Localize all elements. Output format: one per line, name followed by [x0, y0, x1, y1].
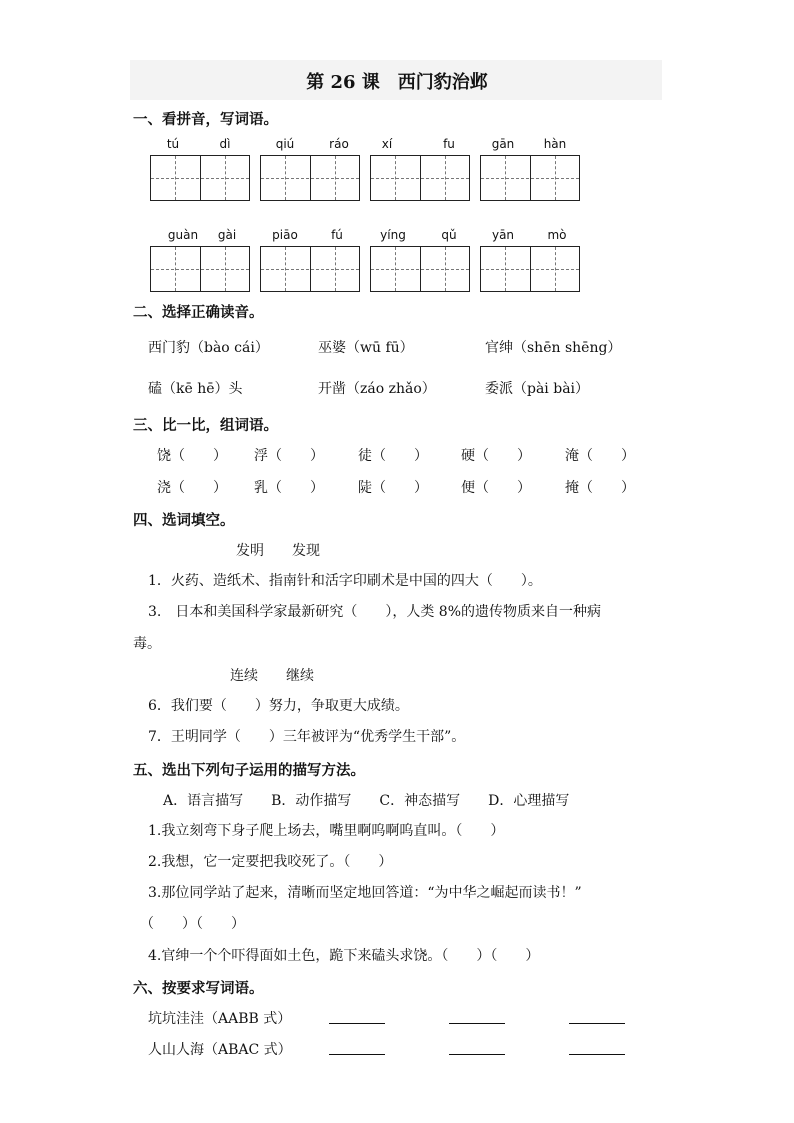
pinyin: mò [547, 228, 567, 242]
fill-question: 1．火药、造纸术、指南针和活字印刷术是中国的四大（ ）。 [148, 573, 542, 589]
reading-item: 官绅（shēn shēng） [485, 340, 622, 356]
writing-grid[interactable] [260, 155, 360, 201]
word-choices: 连续 继续 [230, 668, 314, 684]
pinyin: hàn [543, 137, 567, 151]
fill-question: 3. 日本和美国科学家最新研究（ ），人类 8%的遗传物质来自一种病 [148, 604, 602, 620]
writing-grid[interactable] [480, 246, 580, 292]
pinyin: piāo [272, 228, 298, 242]
reading-item: 开凿（záo zhǎo） [318, 381, 436, 397]
section-2-heading: 二、选择正确读音。 [133, 304, 264, 321]
section-1-heading: 一、看拼音，写词语。 [133, 111, 278, 128]
method-options: A．语言描写 B．动作描写 C．神态描写 D．心理描写 [163, 793, 570, 809]
pinyin: tú [166, 137, 180, 151]
write-item: 坑坑洼洼（AABB 式） [148, 1011, 292, 1027]
pinyin: yān [491, 228, 515, 242]
reading-item: 西门豹（bào cái） [148, 340, 269, 356]
write-item: 人山人海（ABAC 式） [148, 1042, 292, 1058]
compare-item: 饶（ ） [157, 448, 227, 464]
pinyin: gài [217, 228, 237, 242]
method-question: 1.我立刻弯下身子爬上场去，嘴里啊呜啊呜直叫。（ ） [148, 823, 505, 839]
pinyin: fú [331, 228, 343, 242]
writing-grid[interactable] [150, 246, 250, 292]
pinyin: xí [381, 137, 393, 151]
compare-item: 浇（ ） [157, 480, 227, 496]
reading-item: 巫婆（wū fū） [318, 340, 414, 356]
writing-grid[interactable] [480, 155, 580, 201]
writing-grid[interactable] [150, 155, 250, 201]
compare-item: 便（ ） [461, 480, 531, 496]
compare-item: 淹（ ） [565, 448, 635, 464]
section-6-heading: 六、按要求写词语。 [133, 980, 264, 997]
pinyin: fu [443, 137, 455, 151]
fill-question-cont: 毒。 [133, 636, 161, 652]
method-question: 4.官绅一个个吓得面如土色，跪下来磕头求饶。（ ）（ ） [148, 948, 540, 964]
compare-item: 掩（ ） [565, 480, 635, 496]
answer-blank[interactable] [449, 1054, 505, 1055]
section-5-heading: 五、选出下列句子运用的描写方法。 [133, 762, 365, 779]
section-4-heading: 四、选词填空。 [133, 512, 235, 529]
method-question: 3.那位同学站了起来，清晰而坚定地回答道：“为中华之崛起而读书！” [148, 885, 582, 901]
answer-blank[interactable] [329, 1054, 385, 1055]
method-question: 2.我想，它一定要把我咬死了。（ ） [148, 854, 393, 870]
pinyin: gān [491, 137, 515, 151]
pinyin: qiú [275, 137, 295, 151]
fill-question: 6．我们要（ ）努力，争取更大成绩。 [148, 698, 409, 714]
answer-blank[interactable] [569, 1054, 625, 1055]
pinyin: dì [219, 137, 231, 151]
compare-item: 徒（ ） [358, 448, 428, 464]
section-3-heading: 三、比一比，组词语。 [133, 417, 278, 434]
answer-blank[interactable] [449, 1023, 505, 1024]
compare-item: 陡（ ） [358, 480, 428, 496]
answer-blank[interactable] [329, 1023, 385, 1024]
pinyin: guàn [167, 228, 199, 242]
writing-grid[interactable] [370, 246, 470, 292]
word-choices: 发明 发现 [236, 543, 320, 559]
compare-item: 硬（ ） [461, 448, 531, 464]
pinyin: yíng [380, 228, 406, 242]
reading-item: 委派（pài bài） [485, 381, 590, 397]
reading-item: 磕（kē hē）头 [148, 381, 243, 397]
compare-item: 浮（ ） [254, 448, 324, 464]
writing-grid[interactable] [260, 246, 360, 292]
compare-item: 乳（ ） [254, 480, 324, 496]
page-title: 第 26 课 西门豹治邺 [306, 72, 488, 93]
fill-question: 7．王明同学（ ）三年被评为“优秀学生干部”。 [148, 729, 466, 745]
method-question-cont: （ ）（ ） [140, 916, 245, 932]
pinyin: ráo [329, 137, 349, 151]
writing-grid[interactable] [370, 155, 470, 201]
pinyin: qǔ [441, 228, 457, 242]
answer-blank[interactable] [569, 1023, 625, 1024]
